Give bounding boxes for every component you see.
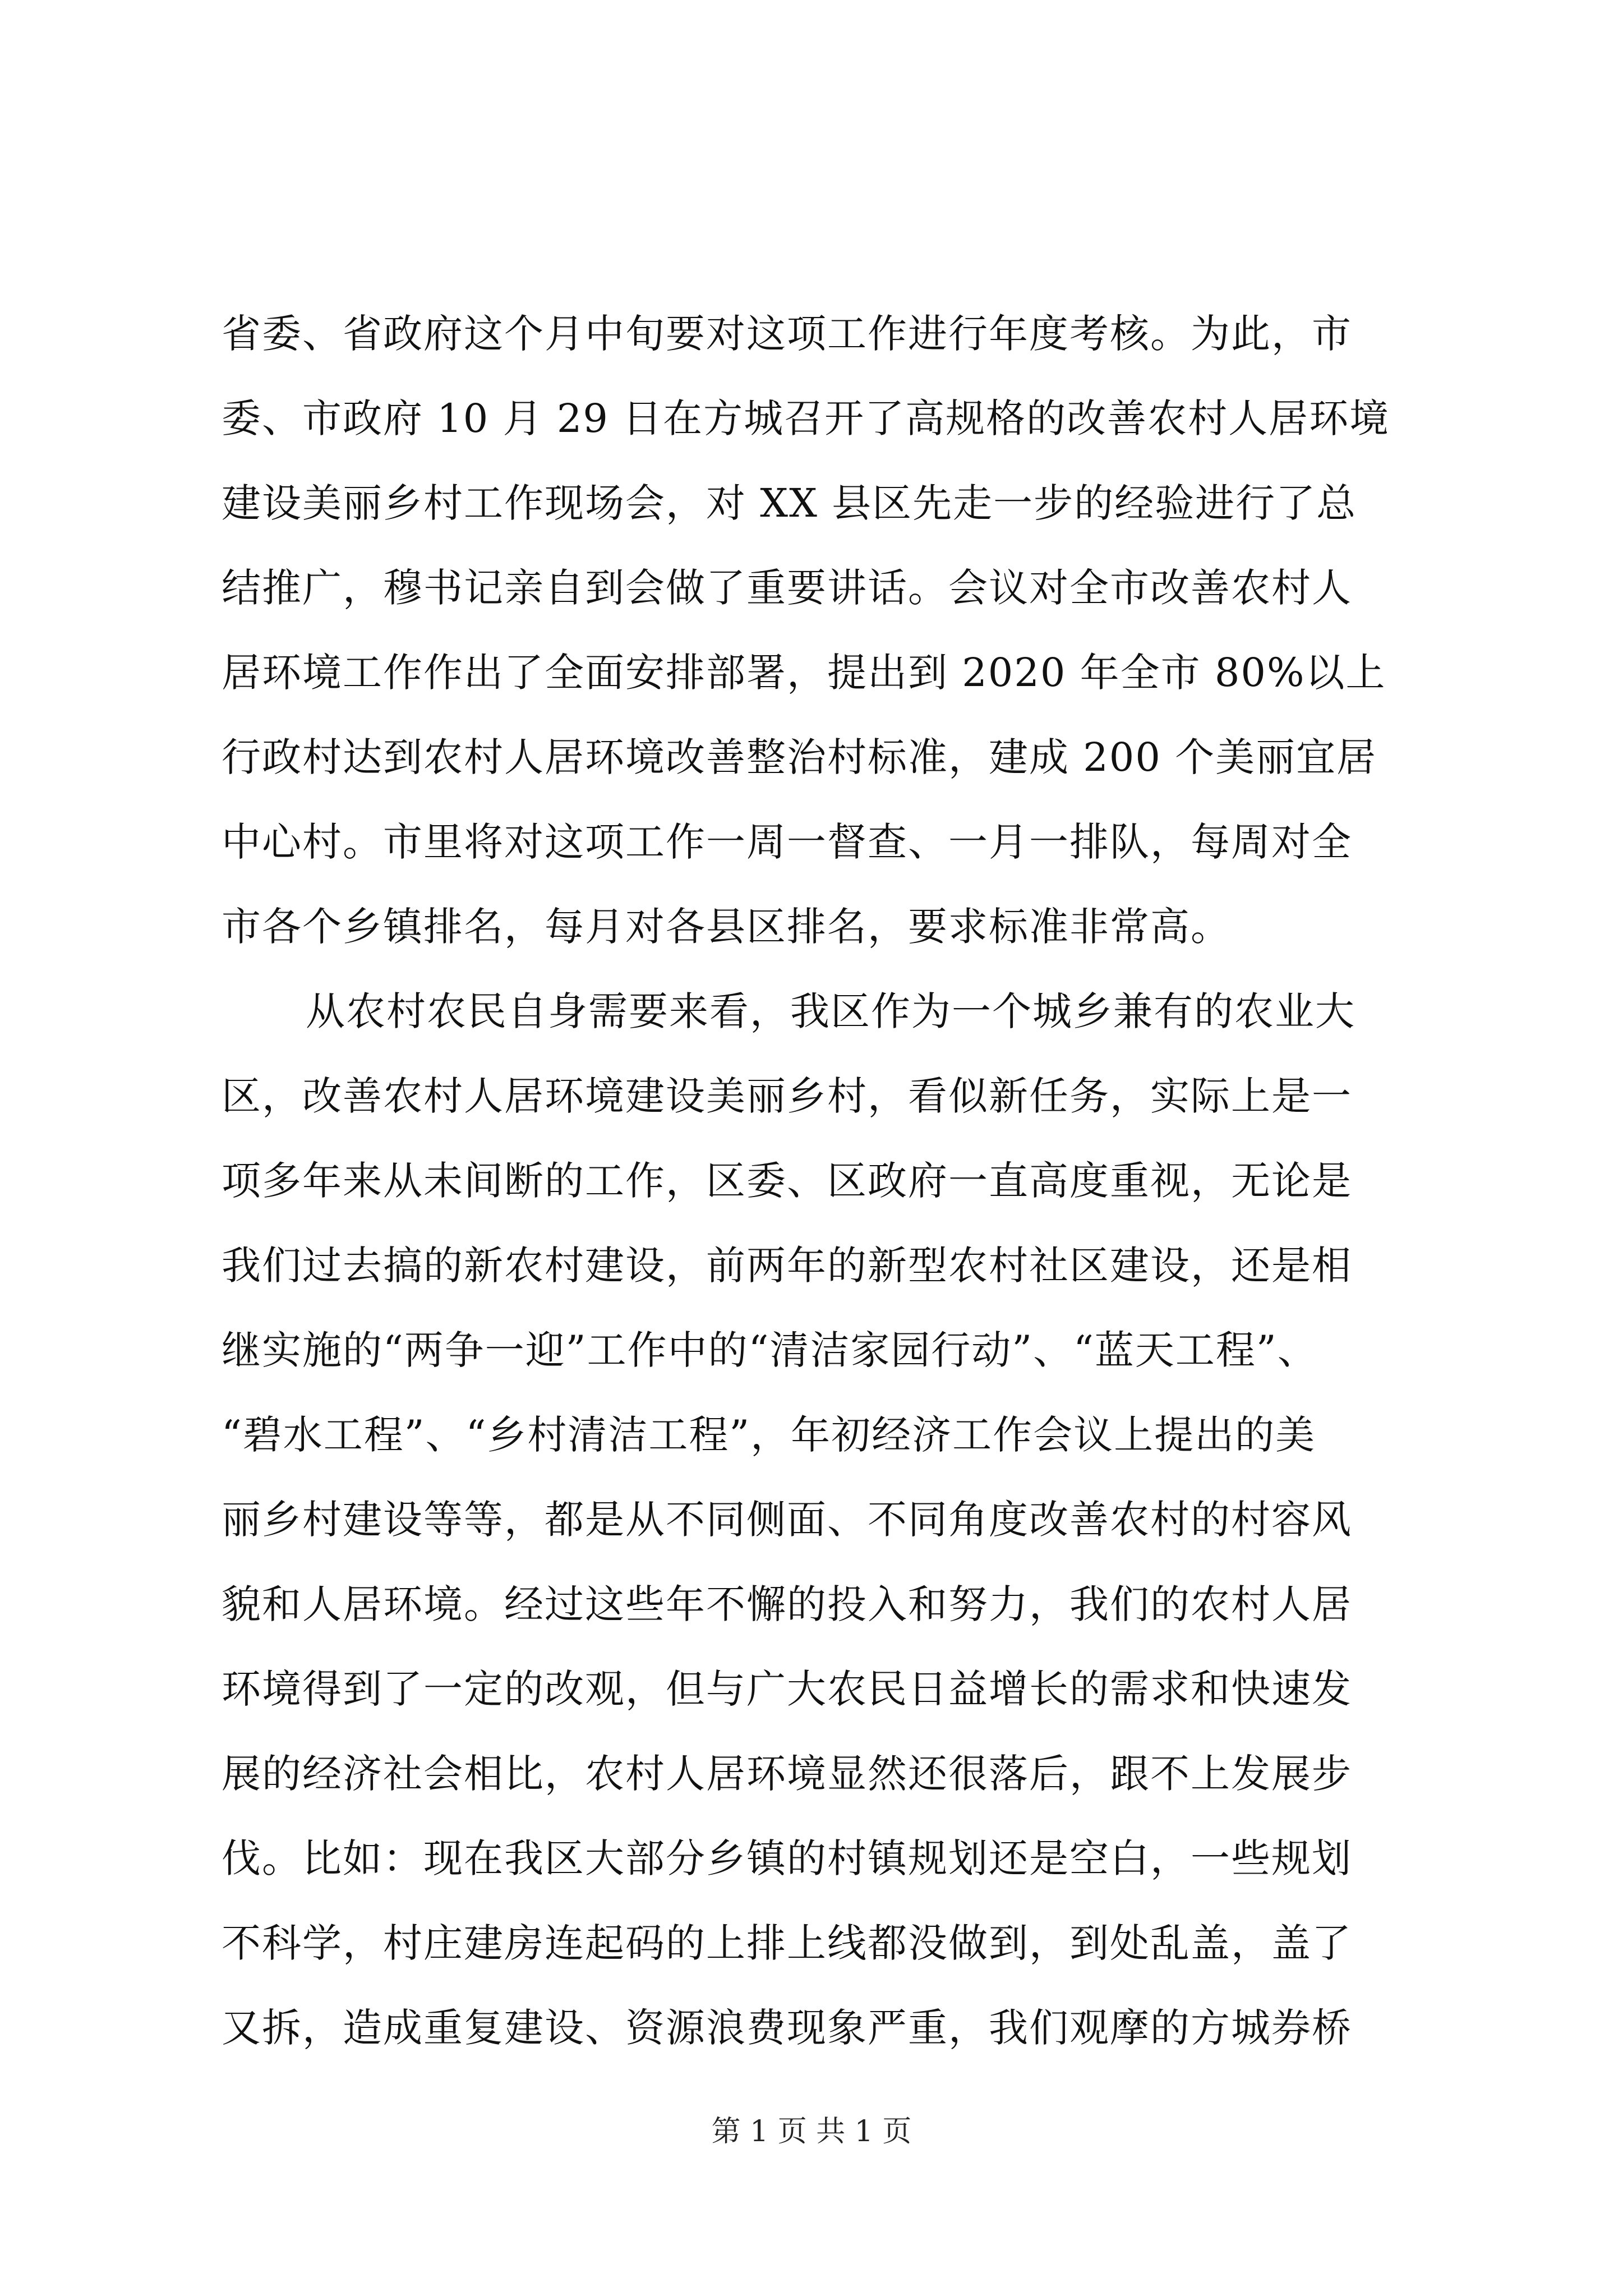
page-footer: 第 1 页 共 1 页 [711, 2115, 912, 2148]
text-line: 省委、省政府这个月中旬要对这项工作进行年度考核。为此，市 [222, 311, 1352, 357]
text-line: 委、市政府 10 月 29 日在方城召开了高规格的改善农村人居环境 [222, 395, 1390, 441]
paragraph-2 [222, 969, 1422, 2070]
text-line: 项多年来从未间断的工作，区委、区政府一直高度重视，无论是 [222, 1158, 1352, 1204]
text-line: 区，改善农村人居环境建设美丽乡村，看似新任务，实际上是一 [222, 1073, 1352, 1119]
document-body [222, 292, 1422, 2070]
text-line: 从农村农民自身需要来看，我区作为一个城乡兼有的农业大 [306, 988, 1355, 1034]
text-line: “碧水工程”、“乡村清洁工程”，年初经济工作会议上提出的美 [222, 1412, 1316, 1458]
text-line: 不科学，村庄建房连起码的上排上线都没做到，到处乱盖，盖了 [222, 1920, 1352, 1966]
text-line: 市各个乡镇排名，每月对各县区排名，要求标准非常高。 [222, 904, 1231, 950]
text-line: 建设美丽乡村工作现场会，对 XX 县区先走一步的经验进行了总 [222, 480, 1357, 526]
text-line: 又拆，造成重复建设、资源浪费现象严重，我们观摩的方城券桥 [222, 2005, 1352, 2051]
text-line: 继实施的“两争一迎”工作中的“清洁家园行动”、“蓝天工程”、 [222, 1327, 1318, 1373]
text-line: 结推广，穆书记亲自到会做了重要讲话。会议对全市改善农村人 [222, 565, 1352, 611]
text-line: 我们过去搞的新农村建设，前两年的新型农村社区建设，还是相 [222, 1243, 1352, 1289]
text-line: 居环境工作作出了全面安排部署，提出到 2020 年全市 80%以上 [222, 650, 1386, 696]
text-line: 行政村达到农村人居环境改善整治村标准，建成 200 个美丽宜居 [222, 734, 1377, 780]
text-line: 中心村。市里将对这项工作一周一督查、一月一排队，每周对全 [222, 819, 1352, 865]
text-line: 展的经济社会相比，农村人居环境显然还很落后，跟不上发展步 [222, 1751, 1352, 1797]
paragraph-1 [222, 292, 1422, 969]
text-line: 环境得到了一定的改观，但与广大农民日益增长的需求和快速发 [222, 1666, 1352, 1712]
text-line: 貌和人居环境。经过这些年不懈的投入和努力，我们的农村人居 [222, 1581, 1352, 1627]
text-line: 丽乡村建设等等，都是从不同侧面、不同角度改善农村的村容风 [222, 1497, 1352, 1543]
text-line: 伐。比如：现在我区大部分乡镇的村镇规划还是空白，一些规划 [222, 1835, 1352, 1881]
